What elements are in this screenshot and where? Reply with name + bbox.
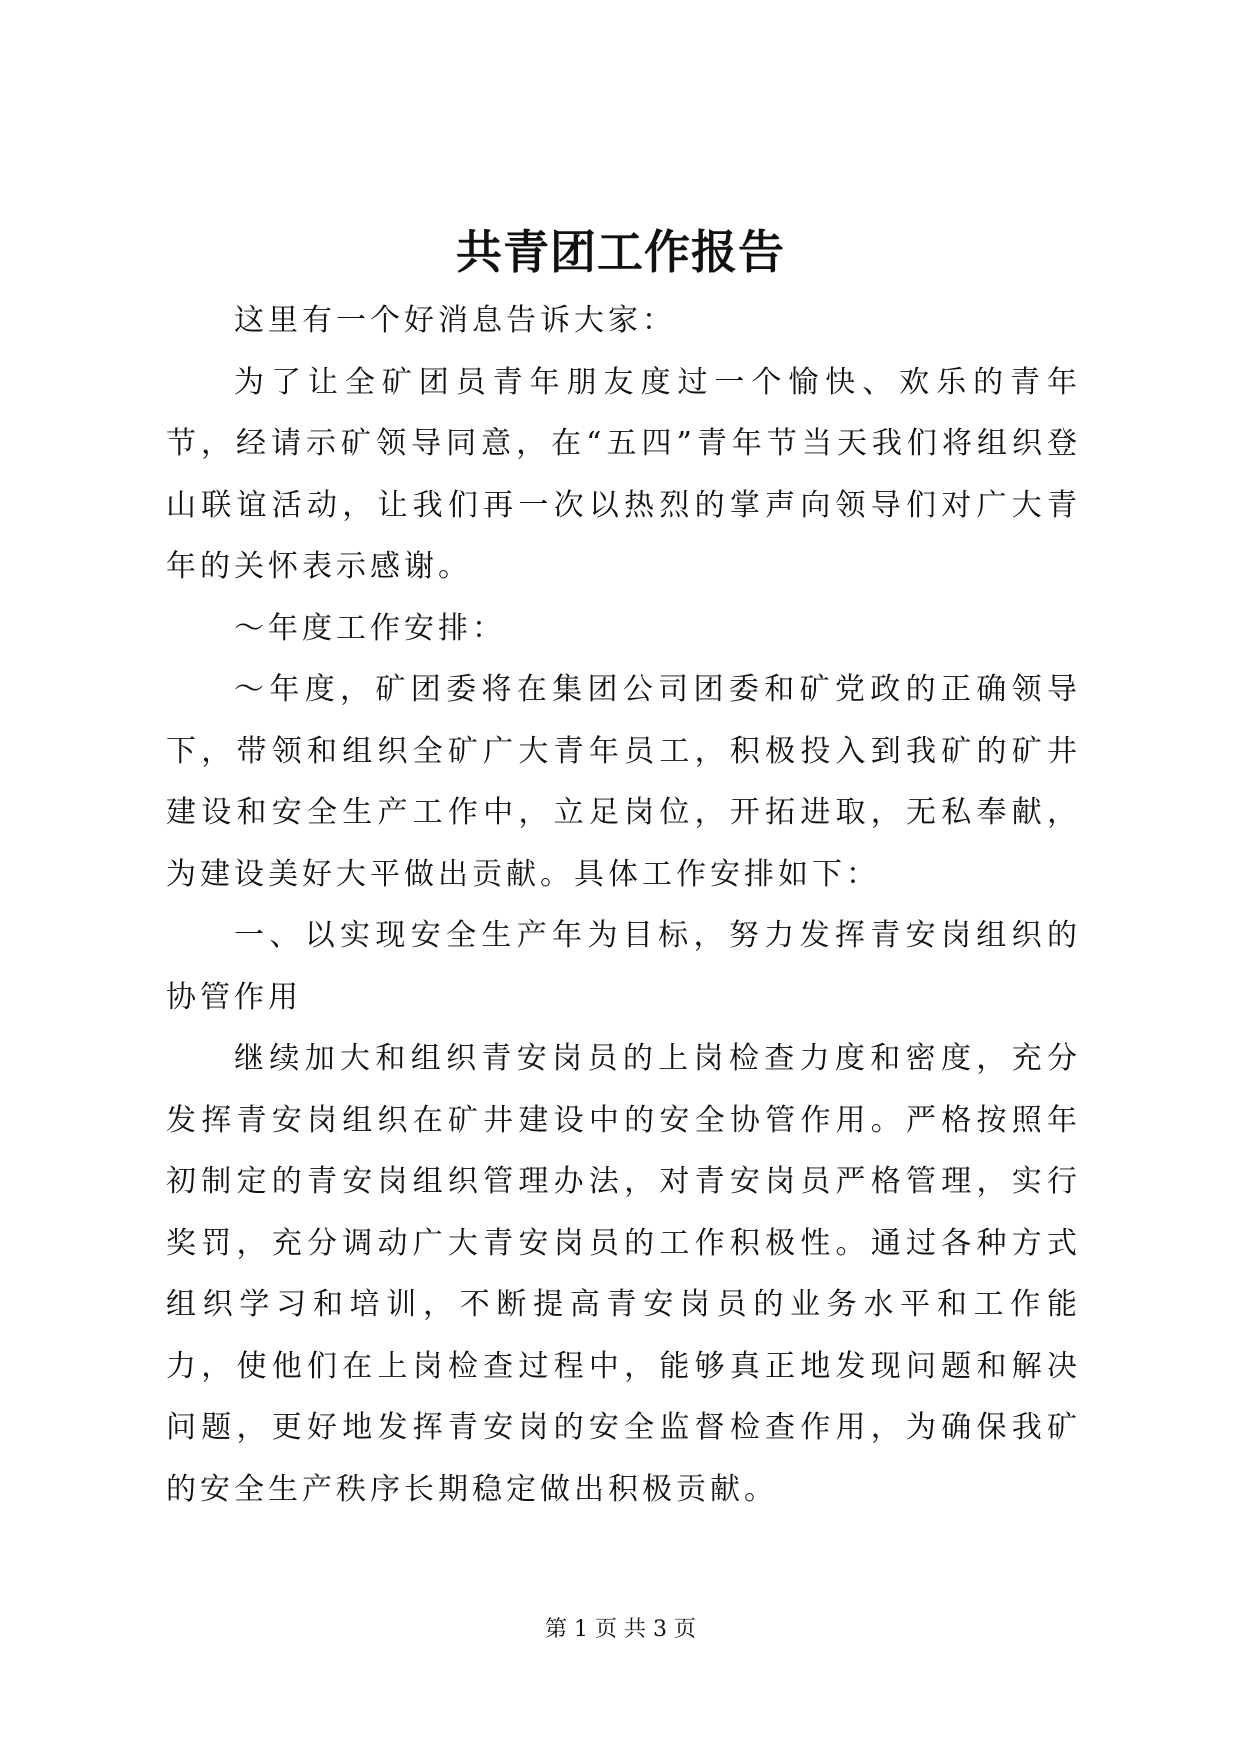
paragraph-plan-intro: ～年度，矿团委将在集团公司团委和矿党政的正确领导下，带领和组织全矿广大青年员工，积极投入到我矿的矿井建设和安全生产工作中，立足岗位，开拓进取，无私奉献，为建设美好大平做出贡献。具体工作安排如下： — [166, 672, 1081, 892]
document-body — [166, 290, 1081, 1520]
page-footer: 第 1 页 共 3 页 — [545, 1617, 696, 1642]
paragraph-youth-day: 为了让全矿团员青年朋友度过一个愉快、欢乐的青年节，经请示矿领导同意，在“五四”青年节当天我们将组织登山联谊活动，让我们再一次以热烈的掌声向领导们对广大青年的关怀表示感谢。 — [166, 364, 1081, 584]
paragraph-section-body: 继续加大和组织青安岗员的上岗检查力度和密度，充分发挥青安岗组织在矿井建设中的安全协管作用。严格按照年初制定的青安岗组织管理办法，对青安岗员严格管理，实行奖罚，充分调动广大青安岗员的工作积极性。通过各种方式组织学习和培训，不断提高青安岗员的业务水平和工作能力，使他们在上岗检查过程中，能够真正地发现问题和解决问题，更好地发挥青安岗的安全监督检查作用，为确保我矿的安全生产秩序长期稳定做出积极贡献。 — [166, 1041, 1081, 1507]
paragraph-plan-heading: ～年度工作安排： — [234, 610, 506, 646]
paragraph-section-heading: 一、以实现安全生产年为目标，努力发挥青安岗组织的协管作用 — [166, 918, 1081, 1015]
document-title: 共青团工作报告 — [456, 225, 785, 279]
paragraph-announcement: 这里有一个好消息告诉大家： — [234, 303, 676, 338]
